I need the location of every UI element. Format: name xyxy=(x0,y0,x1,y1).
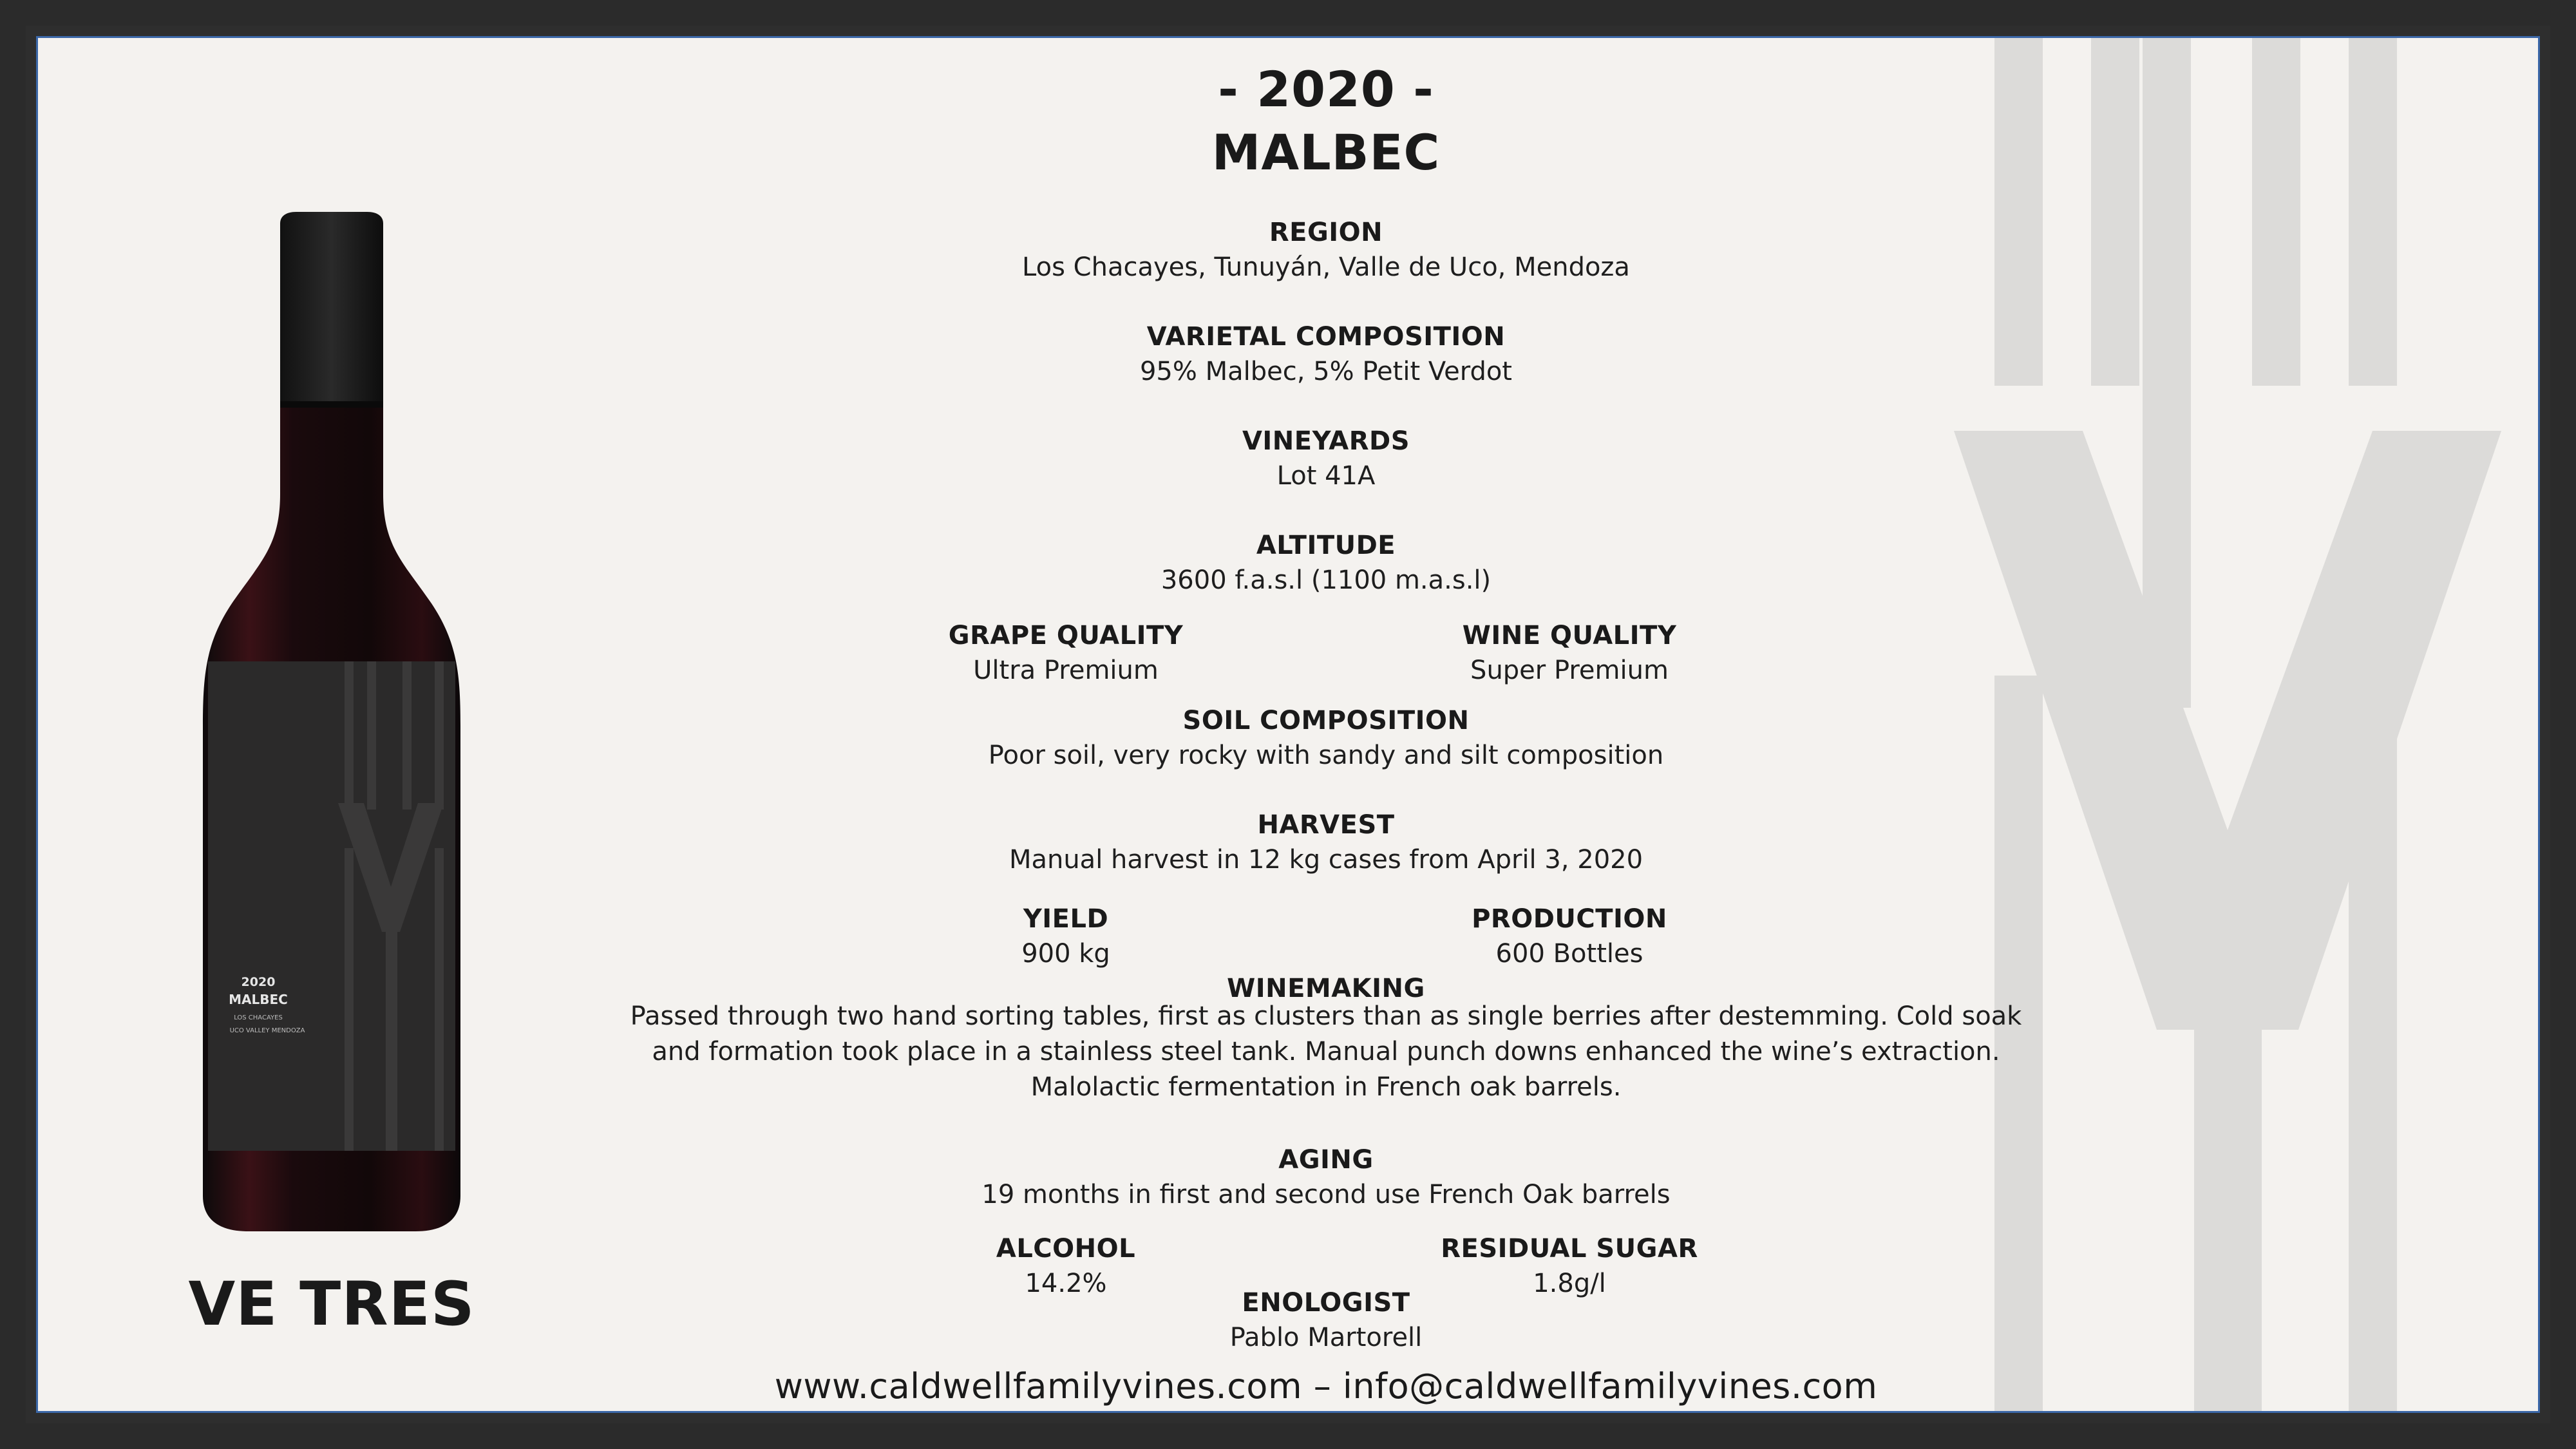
altitude-label: ALTITUDE xyxy=(1256,531,1396,560)
region-label: REGION xyxy=(1269,218,1383,247)
production-value: 600 Bottles xyxy=(1495,939,1643,969)
winemaking-line-3: Malolactic fermentation in French oak barrels. xyxy=(1030,1072,1622,1102)
wine-name-heading: MALBEC xyxy=(1211,124,1441,181)
winemaking-line-2: and formation took place in a stainless steel tank. Manual punch downs enhanced the wine’s extraction. xyxy=(652,1037,2000,1066)
soil-label: SOIL COMPOSITION xyxy=(1182,706,1470,735)
bottle-label-line1: LOS CHACAYES xyxy=(234,1014,283,1021)
vintage-heading: - 2020 - xyxy=(1218,61,1434,118)
yield-label: YIELD xyxy=(1023,904,1109,934)
winemaking-line-1: Passed through two hand sorting tables, first as clusters than as single berries after destemming. Cold soak xyxy=(630,1001,2022,1031)
production-label: PRODUCTION xyxy=(1472,904,1667,934)
bottle-label-vintage: 2020 xyxy=(241,975,276,989)
alcohol-label: ALCOHOL xyxy=(996,1234,1136,1264)
aging-value: 19 months in first and second use French Oak barrels xyxy=(981,1180,1671,1209)
vineyards-label: VINEYARDS xyxy=(1242,426,1410,456)
soil-value: Poor soil, very rocky with sandy and silt composition xyxy=(988,741,1664,770)
vineyards-value: Lot 41A xyxy=(1276,461,1376,491)
spec-sheet-panel xyxy=(36,36,2540,1413)
altitude-value: 3600 f.a.s.l (1100 m.a.s.l) xyxy=(1160,565,1492,595)
harvest-value: Manual harvest in 12 kg cases from April 3, 2020 xyxy=(1009,845,1643,875)
yield-value: 900 kg xyxy=(1021,939,1110,969)
alcohol-value: 14.2% xyxy=(1025,1269,1107,1298)
bottle-label-line2: UCO VALLEY MENDOZA xyxy=(229,1027,305,1034)
grape-quality-value: Ultra Premium xyxy=(973,656,1159,685)
sheet-frame xyxy=(26,26,2550,1423)
bottle-label-wine: MALBEC xyxy=(229,992,288,1007)
residual-sugar-value: 1.8g/l xyxy=(1533,1269,1606,1298)
wine-quality-label: WINE QUALITY xyxy=(1462,621,1677,650)
grape-quality-label: GRAPE QUALITY xyxy=(948,621,1184,650)
aging-label: AGING xyxy=(1278,1145,1374,1175)
contact-footer: www.caldwellfamilyvines.com – info@caldwellfamilyvines.com xyxy=(774,1366,1878,1406)
brand-name: VE TRES xyxy=(188,1269,475,1340)
harvest-label: HARVEST xyxy=(1257,810,1395,840)
region-value: Los Chacayes, Tunuyán, Valle de Uco, Mendoza xyxy=(1022,252,1630,282)
wine-quality-value: Super Premium xyxy=(1470,656,1669,685)
wine-bottle-image xyxy=(184,211,480,1241)
residual-sugar-label: RESIDUAL SUGAR xyxy=(1441,1234,1698,1264)
enologist-label: ENOLOGIST xyxy=(1242,1288,1410,1318)
winemaking-label: WINEMAKING xyxy=(1227,974,1425,1003)
varietal-label: VARIETAL COMPOSITION xyxy=(1146,322,1506,352)
enologist-value: Pablo Martorell xyxy=(1229,1323,1423,1352)
varietal-value: 95% Malbec, 5% Petit Verdot xyxy=(1139,357,1512,386)
